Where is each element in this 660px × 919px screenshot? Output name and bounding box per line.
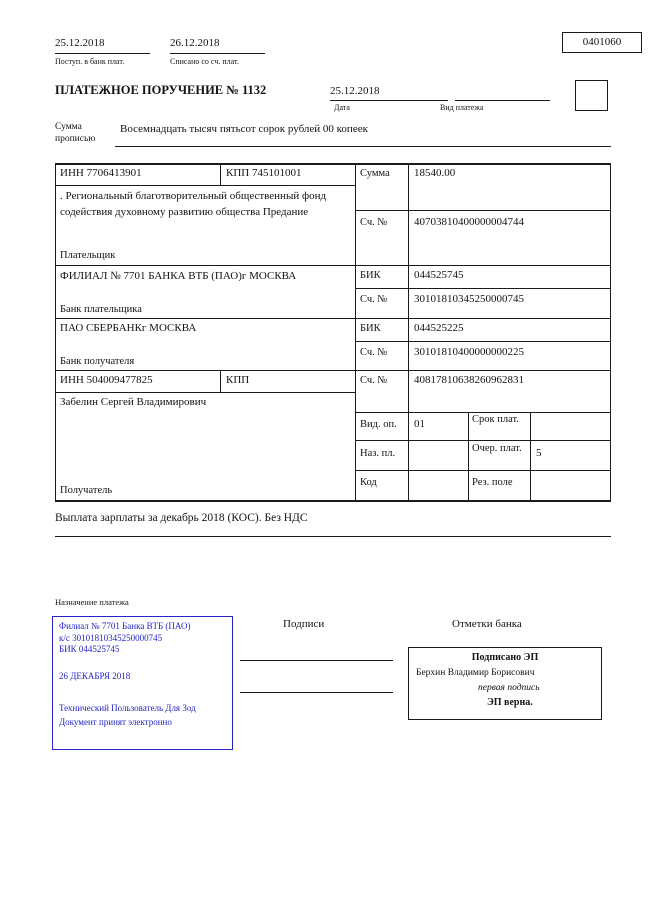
payer-name: . Региональный благотворительный общественный фонд содействия духовному развитию общества Предание [60,190,327,218]
payer-account: 40703810400000004744 [414,216,524,228]
payee-name: Забелин Сергей Владимирович [60,396,207,408]
payer-bank-section-label: Банк плательщика [60,304,142,315]
esign-verified: ЭП верна. [487,697,533,708]
payer-bank-bik: 044525745 [414,269,464,281]
table-border [55,318,611,319]
table-border [355,288,611,289]
divider [170,53,265,54]
stamp-bik: БИК 044525745 [59,644,120,654]
payer-bank-bik-label: БИК [360,270,381,281]
payer-bank-account-label: Сч. № [360,294,388,305]
payer-bank-name: ФИЛИАЛ № 7701 БАНКА ВТБ (ПАО)г МОСКВА [60,270,297,282]
signatures-label: Подписи [283,618,325,630]
purpose-text: Выплата зарплаты за декабрь 2018 (КОС). Без НДС [55,512,308,524]
purpose-label: Назначение платежа [55,597,129,607]
payee-kpp-label: КПП [226,374,250,386]
op-kind-value: 01 [414,418,425,430]
table-border [55,163,611,165]
code-label: Код [360,477,377,488]
priority-label: Очер. плат. [472,443,522,454]
table-border [355,163,356,500]
payer-section-label: Плательщик [60,250,116,261]
esign-kind: первая подпись [478,683,540,693]
table-border [530,412,531,500]
table-border [355,412,611,413]
table-border [408,163,409,500]
amount-label: Сумма [360,168,390,179]
payee-section-label: Получатель [60,485,113,496]
priority-value: 5 [536,447,542,459]
document-date-label: Дата [334,103,350,112]
payee-inn: ИНН 504009477825 [60,374,153,386]
table-border [55,392,355,393]
table-border [55,163,56,500]
esign-title: Подписано ЭП [471,652,539,663]
payee-bank-account-label: Сч. № [360,347,388,358]
debited-date: 26.12.2018 [170,37,220,49]
form-code: 0401060 [582,36,622,48]
table-border [355,440,611,441]
payee-bank-account: 30101810400000000225 [414,346,524,358]
payee-bank-bik-label: БИК [360,323,381,334]
stamp-bank-name: Филиал № 7701 Банка ВТБ (ПАО) [59,621,191,631]
payee-bank-bik: 044525225 [414,322,464,334]
table-border [355,210,611,211]
table-border [610,163,611,500]
table-border [55,265,611,266]
amount-words-text: Восемнадцать тысяч пятьсот сорок рублей 00 копеек [120,123,368,135]
amount-words-label: Сумма прописью [55,122,96,144]
payee-bank-name: ПАО СБЕРБАНКг МОСКВА [60,322,197,334]
signature-line [240,692,393,693]
payee-bank-section-label: Банк получателя [60,356,135,367]
stamp-user: Технический Пользователь Для Зод [59,703,196,713]
op-kind-label: Вид. оп. [360,419,397,430]
table-border [220,370,221,392]
received-date-label: Поступ. в банк плат. [55,57,125,66]
payee-account-label: Сч. № [360,375,388,386]
stamp-date: 26 ДЕКАБРЯ 2018 [59,670,131,681]
signature-line [240,660,393,661]
stamp-corr-account: к/с 30101810345250000745 [59,632,163,643]
table-border [355,341,611,342]
payment-kind-box [575,80,608,111]
stamp-note: Документ принят электронно [59,716,172,727]
reserve-field-label: Рез. поле [472,477,513,488]
document-title: ПЛАТЕЖНОЕ ПОРУЧЕНИЕ № 1132 [55,83,267,97]
divider [55,53,150,54]
amount-value: 18540.00 [414,167,456,179]
table-border [220,163,221,185]
form-code-box [562,32,642,53]
payer-kpp: КПП 745101001 [226,167,302,179]
table-border [55,370,611,371]
bank-stamp [52,616,233,750]
payer-account-label: Сч. № [360,217,388,228]
received-date: 25.12.2018 [55,37,105,49]
divider [115,146,611,147]
payer-bank-account: 30101810345250000745 [414,293,524,305]
divider [55,536,611,537]
payer-inn: ИНН 7706413901 [60,167,142,179]
payee-account: 40817810638260962831 [414,374,524,386]
document-date: 25.12.2018 [330,85,380,97]
divider [455,100,550,101]
table-border [468,412,469,500]
esign-name: Берхин Владимир Борисович [416,668,535,678]
debited-date-label: Списано со сч. плат. [170,57,239,66]
bank-marks-label: Отметки банка [452,618,522,630]
payment-kind-label: Вид платежа [440,103,484,112]
table-border [55,185,355,186]
purpose-code-label: Наз. пл. [360,448,396,459]
table-border [55,500,611,502]
table-border [355,470,611,471]
pay-term-label: Срок плат. [472,414,519,425]
divider [330,100,448,101]
